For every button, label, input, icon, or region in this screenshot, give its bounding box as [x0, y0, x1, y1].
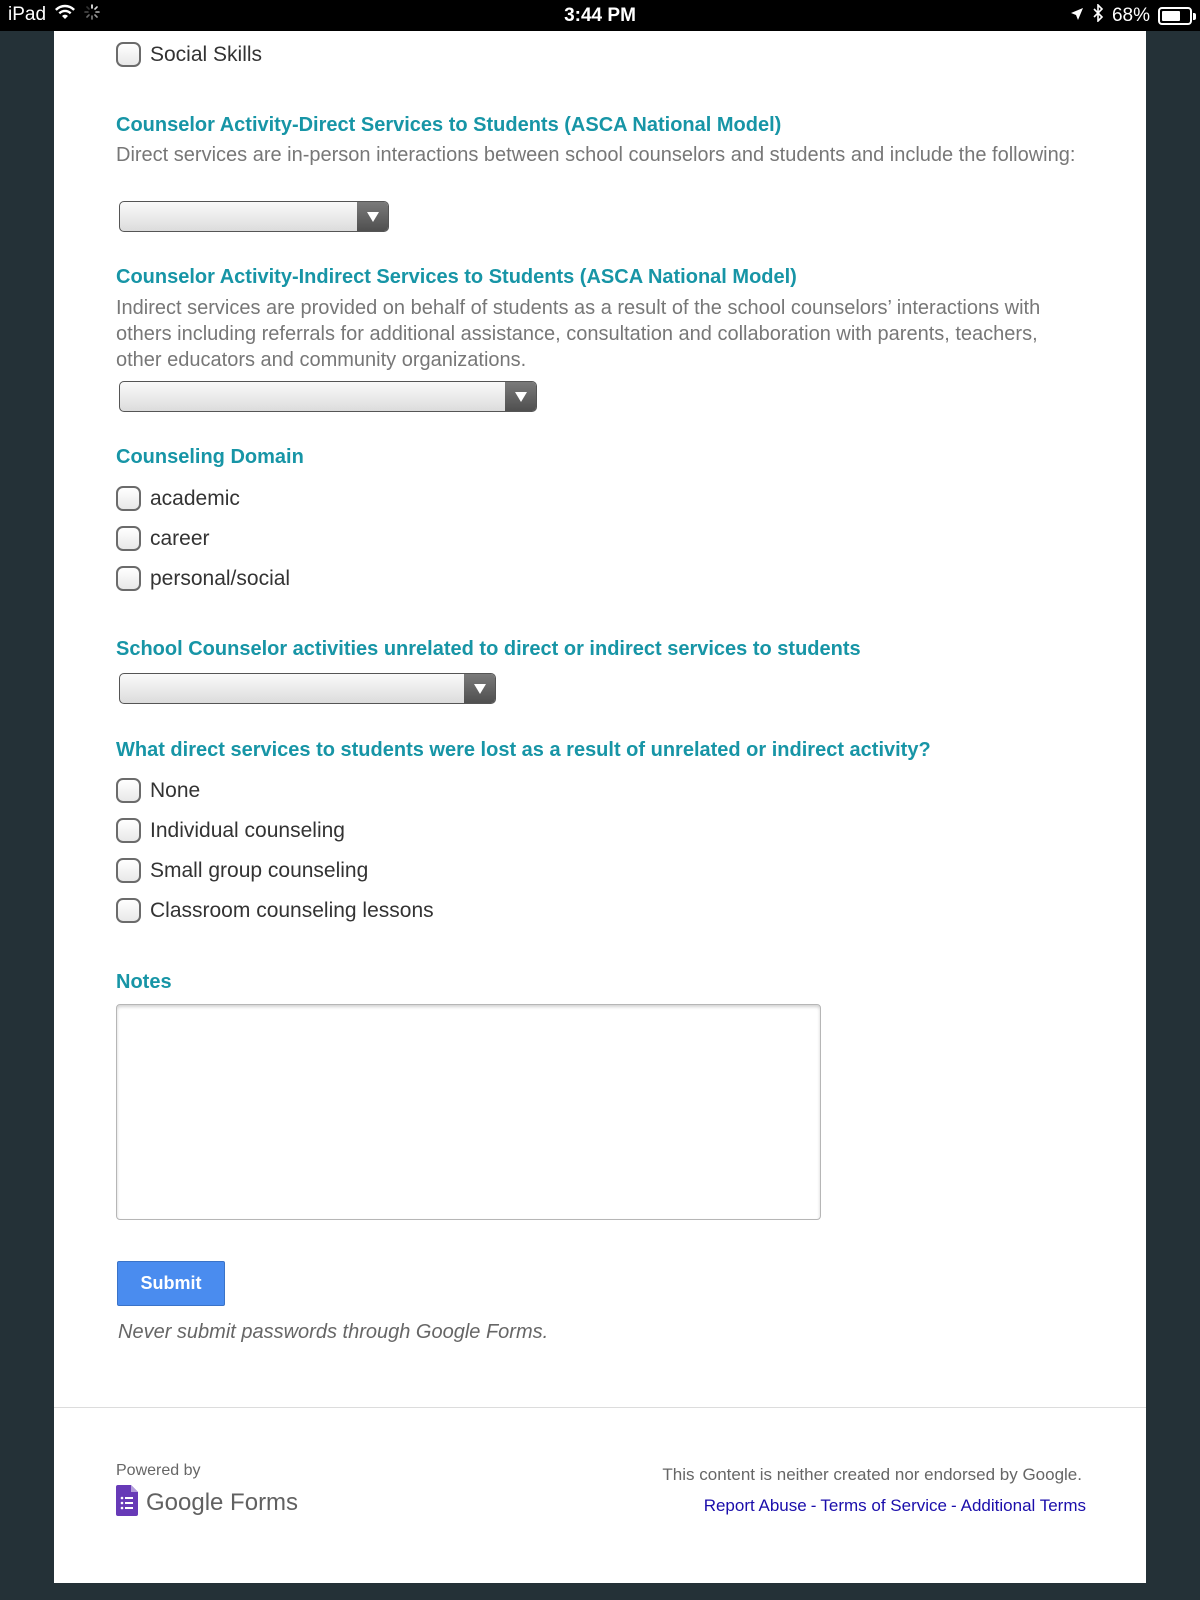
battery-percentage: 68% [1111, 5, 1150, 26]
checkbox-option-academic[interactable] [116, 486, 240, 511]
question-title-notes: Notes [116, 971, 172, 993]
question-description-direct-services: Direct services are in-person interactions between school counselors and students and include the following: [116, 144, 1076, 166]
status-right [1070, 4, 1192, 28]
google-forms-logo[interactable] [116, 1485, 298, 1521]
footer-links [704, 1496, 1086, 1516]
checkbox-label: Classroom counseling lessons [150, 898, 434, 922]
question-title-unrelated-activities: School Counselor activities unrelated to direct or indirect services to students [116, 638, 861, 660]
checkbox[interactable] [116, 526, 141, 551]
footer-disclaimer: This content is neither created nor endorsed by Google. [662, 1465, 1082, 1484]
dropdown-arrow-icon[interactable] [464, 674, 495, 703]
google-forms-wordmark: Google Forms [146, 1489, 299, 1516]
checkbox-option-personal-social[interactable] [116, 566, 290, 591]
location-arrow-icon [1070, 5, 1084, 27]
checkbox[interactable] [116, 42, 141, 67]
battery-icon [1158, 7, 1192, 25]
checkbox-label: Social Skills [150, 42, 263, 66]
link-separator: - [950, 1496, 957, 1515]
checkbox-label: Small group counseling [150, 858, 369, 882]
checkbox-label: Individual counseling [150, 818, 345, 842]
question-description-indirect-services: Indirect services are provided on behalf of students as a result of the school counselors’ interactions with others including referrals for additional assistance, consultation and collaboration with parents, teachers, other educators and community organizations. [116, 297, 1041, 371]
checkbox[interactable] [116, 818, 141, 843]
checkbox-label: None [150, 778, 201, 802]
link-report-abuse[interactable]: Report Abuse [703, 1496, 807, 1515]
checkbox-option-none[interactable] [116, 778, 200, 803]
question-title-lost-services: What direct services to students were lost as a result of unrelated or indirect activity? [116, 739, 931, 761]
bluetooth-icon [1092, 4, 1104, 28]
footer-divider [54, 1407, 1146, 1408]
checkbox[interactable] [116, 778, 141, 803]
checkbox-label: personal/social [150, 566, 291, 590]
submit-button[interactable]: Submit [117, 1261, 225, 1306]
checkbox-option-career[interactable] [116, 526, 210, 551]
checkbox[interactable] [116, 486, 141, 511]
link-terms-of-service[interactable]: Terms of Service [820, 1496, 947, 1515]
notes-textarea[interactable] [116, 1004, 821, 1220]
checkbox-label: academic [150, 486, 240, 510]
dropdown-arrow-icon[interactable] [357, 202, 388, 231]
battery-fill [1162, 11, 1180, 21]
password-warning: Never submit passwords through Google Forms. [118, 1321, 549, 1343]
select-unrelated-activities[interactable] [119, 673, 496, 704]
select-indirect-services[interactable] [119, 381, 537, 412]
powered-by-label: Powered by [116, 1462, 201, 1479]
checkbox-option-social-skills[interactable] [116, 42, 262, 67]
status-time: 3:44 PM [564, 5, 636, 26]
form-page [54, 31, 1146, 1583]
link-additional-terms[interactable]: Additional Terms [960, 1496, 1086, 1515]
device-name: iPad [8, 4, 47, 25]
checkbox-option-small-group-counseling[interactable] [116, 858, 368, 883]
checkbox-option-individual-counseling[interactable] [116, 818, 345, 843]
question-title-indirect-services: Counselor Activity-Indirect Services to Students (ASCA National Model) [116, 266, 797, 288]
checkbox[interactable] [116, 898, 141, 923]
dropdown-arrow-icon[interactable] [505, 382, 536, 411]
checkbox[interactable] [116, 858, 141, 883]
status-bar [0, 0, 1200, 31]
checkbox[interactable] [116, 566, 141, 591]
google-forms-logo-icon [116, 1485, 138, 1521]
checkbox-option-classroom-counseling-lessons[interactable] [116, 898, 434, 923]
checkbox-label: career [150, 526, 210, 550]
question-title-counseling-domain: Counseling Domain [116, 446, 304, 468]
question-title-direct-services: Counselor Activity-Direct Services to Students (ASCA National Model) [116, 114, 782, 136]
select-direct-services[interactable] [119, 201, 389, 232]
link-separator: - [810, 1496, 817, 1515]
